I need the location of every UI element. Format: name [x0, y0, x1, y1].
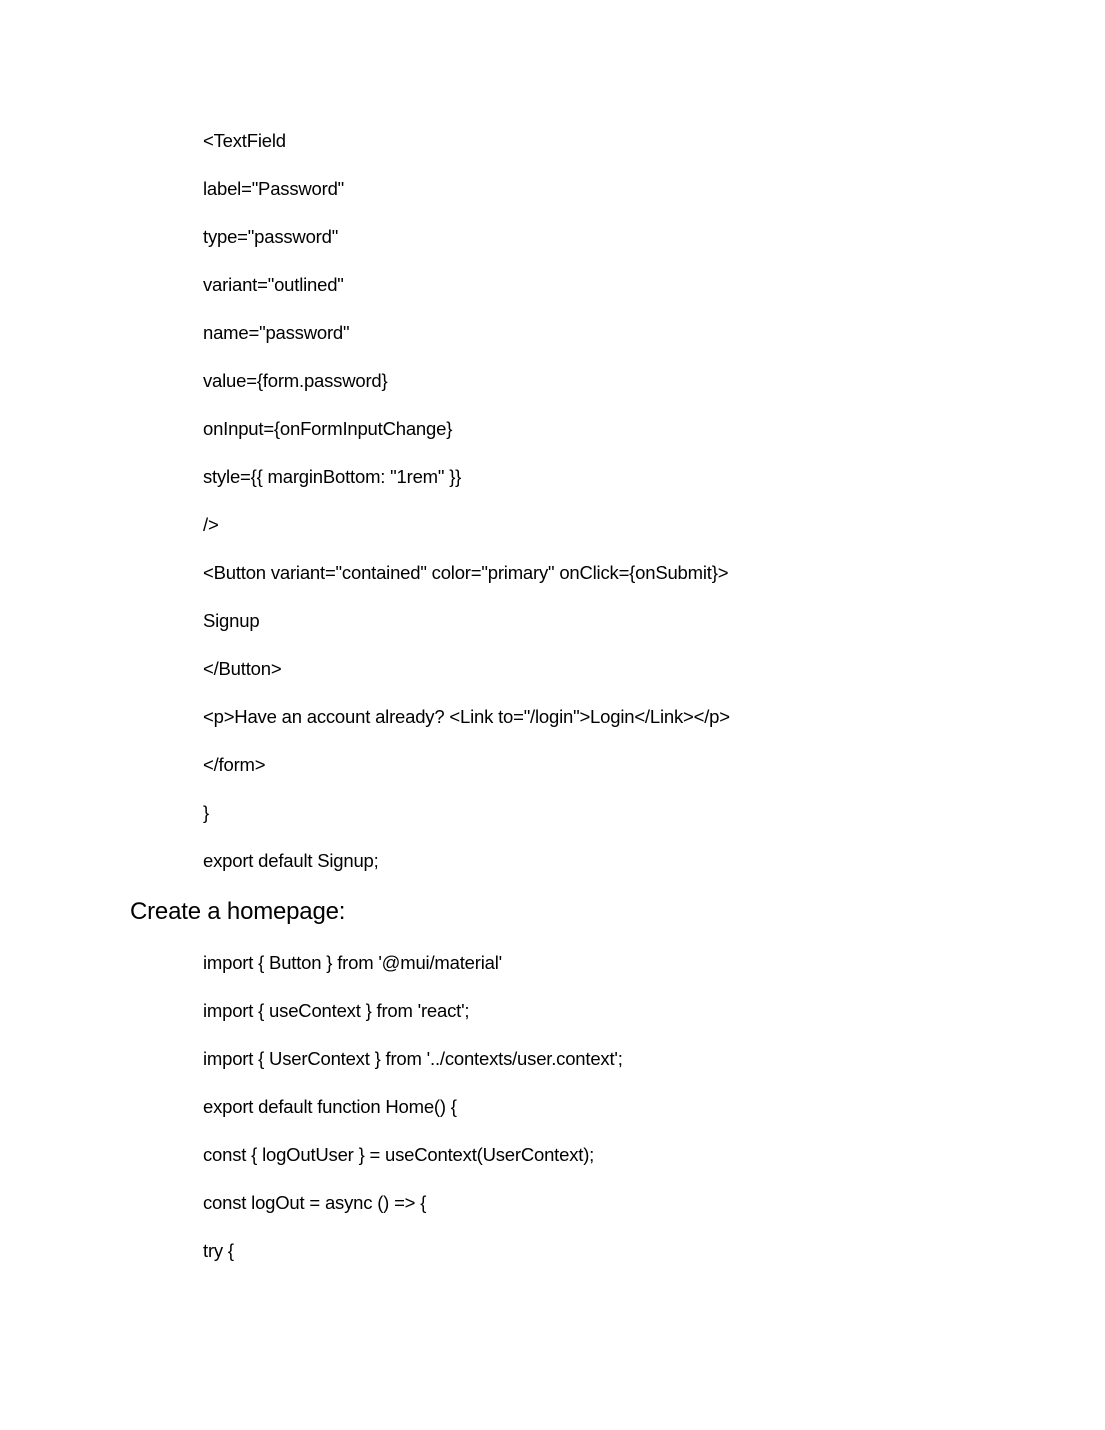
code-line: const { logOutUser } = useContext(UserContext); [203, 1144, 595, 1165]
code-line: onInput={onFormInputChange} [203, 418, 453, 439]
code-line: export default function Home() { [203, 1096, 457, 1117]
code-line: type="password" [203, 226, 339, 247]
code-line: export default Signup; [203, 850, 379, 871]
code-line: name="password" [203, 322, 350, 343]
code-line: </form> [203, 754, 266, 775]
code-line: const logOut = async () => { [203, 1192, 427, 1213]
code-block-homepage [203, 954, 623, 1290]
code-line: label="Password" [203, 178, 345, 199]
code-line: variant="outlined" [203, 274, 344, 295]
code-line: <Button variant="contained" color="primary" onClick={onSubmit}> [203, 562, 729, 583]
code-line: <p>Have an account already? <Link to="/login">Login</Link></p> [203, 706, 730, 727]
section-heading: Create a homepage: [130, 898, 346, 925]
code-line: Signup [203, 610, 260, 631]
code-line: style={{ marginBottom: "1rem" }} [203, 466, 462, 487]
code-line: try { [203, 1240, 234, 1261]
code-line: import { useContext } from 'react'; [203, 1000, 470, 1021]
code-line: <TextField [203, 130, 286, 151]
code-line: value={form.password} [203, 370, 388, 391]
code-line: } [203, 802, 209, 823]
code-block-signup-form [203, 132, 730, 900]
code-line: </Button> [203, 658, 282, 679]
code-line: import { UserContext } from '../contexts/user.context'; [203, 1048, 623, 1069]
code-line: import { Button } from '@mui/material' [203, 952, 502, 973]
code-line: /> [203, 514, 219, 535]
